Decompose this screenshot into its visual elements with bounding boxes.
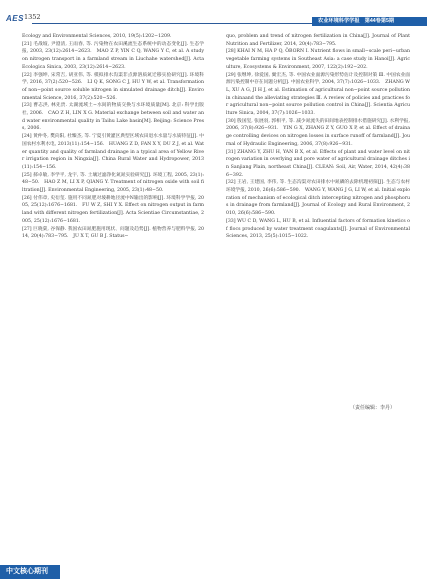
reference-entry: [26] 付伟章, 史衍玺. 施用不同氮肥对坡耕地径流中N输出的影响[J]. 环境科学学报, 2005, 25(12):1676−1681. FU W Z, SHI Y X. Effect on nitrogen output in farmland with different nitrogen fertilization[J]. Acta Scientiae Circumstantiae, 2005, 25(12):1676−1681. bbox=[22, 195, 204, 224]
reference-entry: [24] 黄仲冬, 樊向阳, 杜臻杰, 等. 宁夏引黄灌区典型区域农田退水水量与水质特征[J]. 中国农村水利水电, 2013(11):154−156. HUANG Z D, FAN X Y, DU Z J, et al. Water quantity and quality of farmland drainage in a typical area of Yellow River irrigation region in Ningxia[J]. China Rural Water and Hydropower, 2013(11):154−156. bbox=[22, 134, 205, 170]
editor-note: （责任编辑：李丹） bbox=[350, 405, 396, 411]
reference-entry: [22] 李强坤, 宋常吉, 胡亚伟, 等. 模拟排水沟渠非点源溶质氮迁移实验研究[J]. 环境科学, 2016, 37(2):520−526. LI Q K, SONG C J, HU Y W, et al. Transformation of non−point source soluble nitrogen in simulated drainage ditch[J]. Environmental Science, 2016, 37(2):520−526. bbox=[22, 72, 204, 101]
reference-entry: Ecology and Environmental Sciences, 2010, 19(5):1202−1209. bbox=[22, 34, 172, 39]
reference-entry: [28] KHAI N M, HA P Q, ÖBORN I. Nutrient flows in small−scale peri−urban vegetable farming systems in Southeast Asia: a case study in Hanoi[J]. Agriculture, Ecosystems & Environment, 2007, 122(2):192−202. bbox=[226, 49, 410, 70]
footer-label: 中文核心期刊 bbox=[0, 565, 60, 579]
reference-entry: [23] 曹志洪, 林先贵. 太湖流域土−水间的物质交换与水环境质量[M]. 北京: 科学出版社, 2006. CAO Z H, LIN X G. Material exchange between soil and water and water environmental quality in Taihu Lake basin[M]. Beijing: Science Press, 2006. bbox=[22, 103, 204, 132]
reference-entry: [33] WU C D, WANG L, HU B, et al. Influential factors of formation kinetics of flocs produced by water treatment coagulants[J]. Journal of Environmental Sciences, 2013, 25(5):1015−1022. bbox=[226, 218, 410, 240]
reference-entry: [32] 王岩, 王建国, 李伟, 等. 生态沟渠对农田排水中氮磷的去除机理初探[J]. 生态与农村环境学报, 2010, 26(6):586−590. WANG Y, WANG J G, LI W, et al. Initial exploration of mechanism of ecological ditch intercepting nitrogen and phosphorus in drainage from farmland[J]. Journal of Ecology and Rural Environment, 2010, 26(6):586−590. bbox=[226, 180, 410, 217]
references-right-column bbox=[226, 33, 410, 241]
reference-entry: [29] 张继坤, 徐爱国, 翼宏杰, 等. 中国农业面源污染形势估计及控制对策 Ⅲ. 中国农业面源污染控制中存在问题分析[J]. 中国农业科学, 2004, 37(7):1026−1033. ZHANG W L, XU A G, JI H J, et al. Estimation of agricultural non−point source pollution in chinaand the alleviating strategies Ⅲ. A review of policies and practices for agricultural non−point source pollution control in China[J]. Scientia Agriculture Sinica, 2004, 37(7):1026−1033. bbox=[226, 72, 410, 117]
reference-entry: [30] 殷国玺, 张展羽, 郭相平, 等. 减少氮流失的田间地表控制排水措施研究[J]. 水利学报, 2006, 37(8):926−931. YIN G X, ZHANG Z Y, GUO X P, et al. Effect of drainage controlling devices on nitrogen losses in surface runoff of farmland[J]. Journal of Hydraulic Engineering, 2006, 37(8):926−931. bbox=[226, 118, 410, 147]
reference-entry: [25] 郝卓敏, 李学平, 龙宇, 等. 土壤过滤净化氮氮实验研究[J]. 环境工程, 2005, 23(1):48−50. HAO Z M, LI X P, QIANG Y. Treatment of nitrogen oxide with soil filtration[J]. Environmental Engineering, 2005, 23(1):48−50. bbox=[22, 172, 204, 194]
header-rule bbox=[32, 23, 312, 24]
journal-title-bar: 农业环境科学学报 第44卷第5期 bbox=[312, 17, 427, 26]
page-number: 1352 bbox=[24, 13, 41, 21]
reference-entry: quo, problem and trend of nitrogen fertilization in China[J]. Journal of Plant Nutrition and Fertilizer, 2014, 20(4):783−795. bbox=[226, 34, 410, 47]
reference-entry: [31] ZHANG Y, ZHU H, YAN B X, et al. Effects of plant and water level on nitrogen variation in overlying and pore water of agricultural drainage ditches in Sanjiang Plain, northeast China[J]. CLEAN: Soil, Air, Water, 2014, 42(4):386−392. bbox=[226, 149, 410, 178]
journal-logo: AES bbox=[6, 14, 24, 23]
reference-entry: [27] 巨晓棠, 谷保静. 我国农田氮肥施用现状、问题及趋势[J]. 植物营养与肥料学报, 2014, 20(4):783−795. JU X T, GU B J. Status− bbox=[22, 226, 204, 240]
reference-entry: [21] 毛战坡, 尹澄清, 王雨春, 等. 污染物在农田溪流生态系统中的动态变化[J]. 生态学报, 2003, 23(12):2614−2623. MAO Z P, YIN C Q, WANG Y C, et al. A study on nitrogen transport in a farmland stream in Liuchahe watershed[J]. Acta Ecologica Sinica, 2003, 23(12):2614−2623. bbox=[22, 41, 204, 70]
references-left-column bbox=[22, 33, 204, 241]
